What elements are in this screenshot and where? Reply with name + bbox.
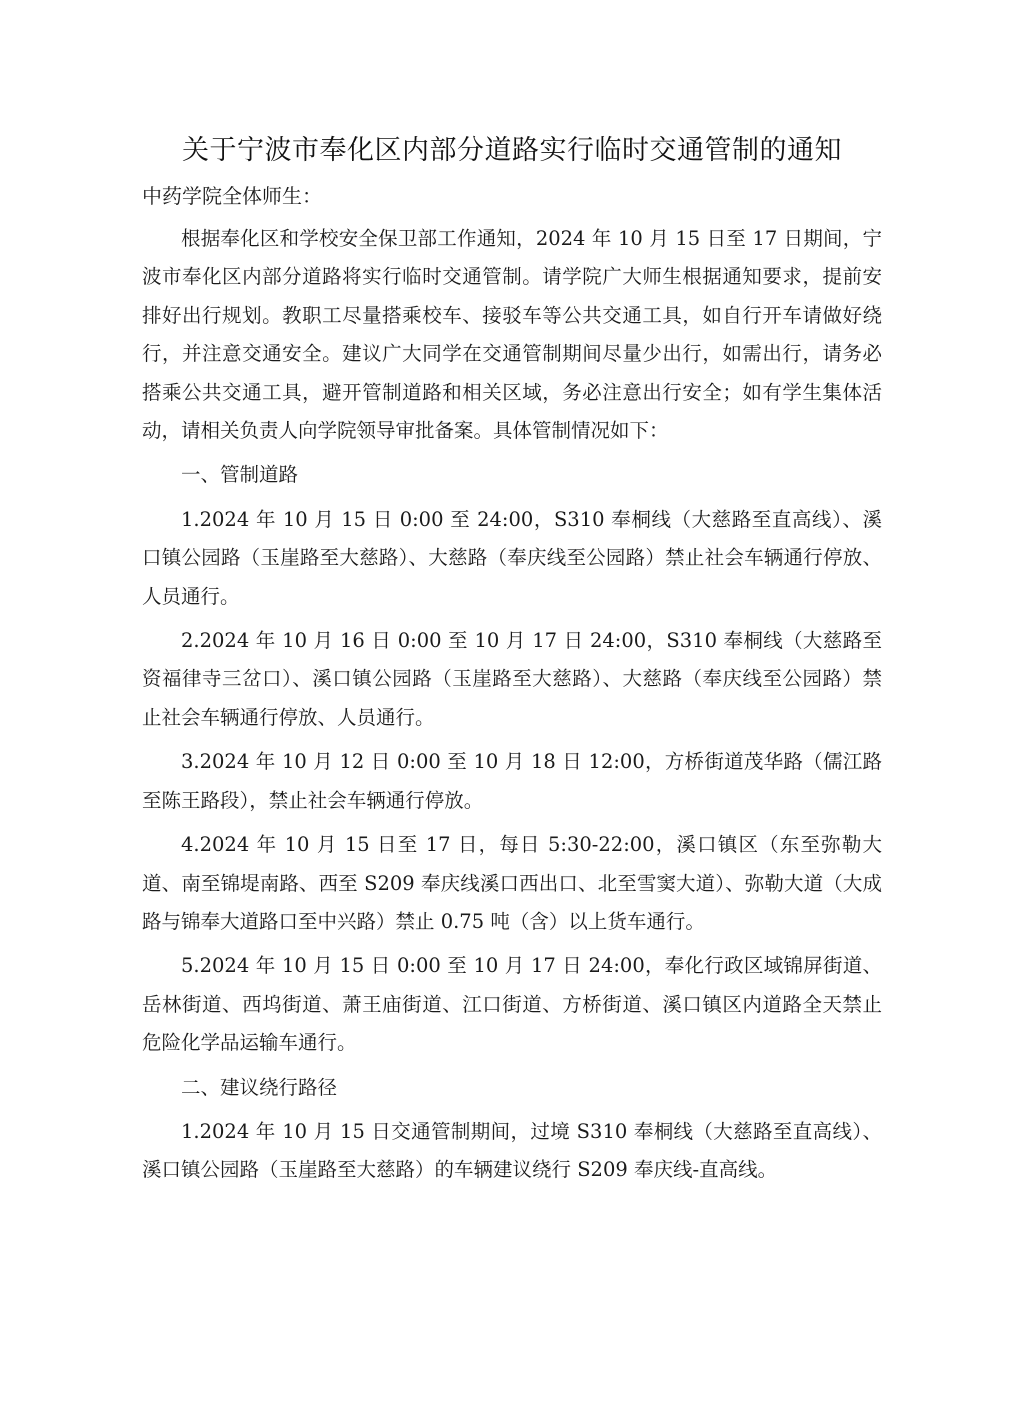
section-heading-control-roads: 一、管制道路 (181, 463, 299, 487)
section-heading-detour-routes: 二、建议绕行路径 (181, 1075, 338, 1099)
intro-paragraph: 根据奉化区和学校安全保卫部工作通知，2024 年 10 月 15 日至 17 日期间，宁波市奉化区内部分道路将实行临时交通管制。请学院广大师生根据通知要求，提前安排好出行规划。教职工尽量搭乘校车、接驳车等公共交通工具，如自行开车请做好绕行，并注意交通安全。建议广大同学在交通管制期间尽量少出行，如需出行，请务必搭乘公共交通工具，避开管制道路和相关区域，务必注意出行安全；如有学生集体活动，请相关负责人向学院领导审批备案。具体管制情况如下： (142, 227, 882, 443)
document-title: 关于宁波市奉化区内部分道路实行临时交通管制的通知 (182, 135, 842, 166)
control-item-5: 5.2024 年 10 月 15 日 0:00 至 10 月 17 日 24:00，奉化行政区域锦屏街道、岳林街道、西坞街道、萧王庙街道、江口街道、方桥街道、溪口镇区内道路全天禁止危险化学品运输车通行。 (142, 954, 882, 1055)
document-body (142, 220, 882, 1196)
control-item-4: 4.2024 年 10 月 15 日至 17 日，每日 5:30-22:00，溪口镇区（东至弥勒大道、南至锦堤南路、西至 S209 奉庆线溪口西出口、北至雪窦大道）、弥勒大道（大成路与锦奉大道路口至中兴路）禁止 0.75 吨（含）以上货车通行。 (142, 833, 882, 933)
control-item-3: 3.2024 年 10 月 12 日 0:00 至 10 月 18 日 12:00，方桥街道茂华路（儒江路至陈王路段），禁止社会车辆通行停放。 (142, 750, 882, 812)
control-item-2: 2.2024 年 10 月 16 日 0:00 至 10 月 17 日 24:00，S310 奉桐线（大慈路至资福律寺三岔口）、溪口镇公园路（玉崖路至大慈路）、大慈路（奉庆线至公园路）禁止社会车辆通行停放、人员通行。 (142, 629, 882, 729)
control-item-1: 1.2024 年 10 月 15 日 0:00 至 24:00，S310 奉桐线（大慈路至直高线）、溪口镇公园路（玉崖路至大慈路）、大慈路（奉庆线至公园路）禁止社会车辆通行停放、人员通行。 (142, 507, 882, 608)
detour-item-1: 1.2024 年 10 月 15 日交通管制期间，过境 S310 奉桐线（大慈路至直高线）、溪口镇公园路（玉崖路至大慈路）的车辆建议绕行 S209 奉庆线-直高线。 (142, 1119, 882, 1182)
salutation: 中药学院全体师生： (142, 184, 322, 208)
